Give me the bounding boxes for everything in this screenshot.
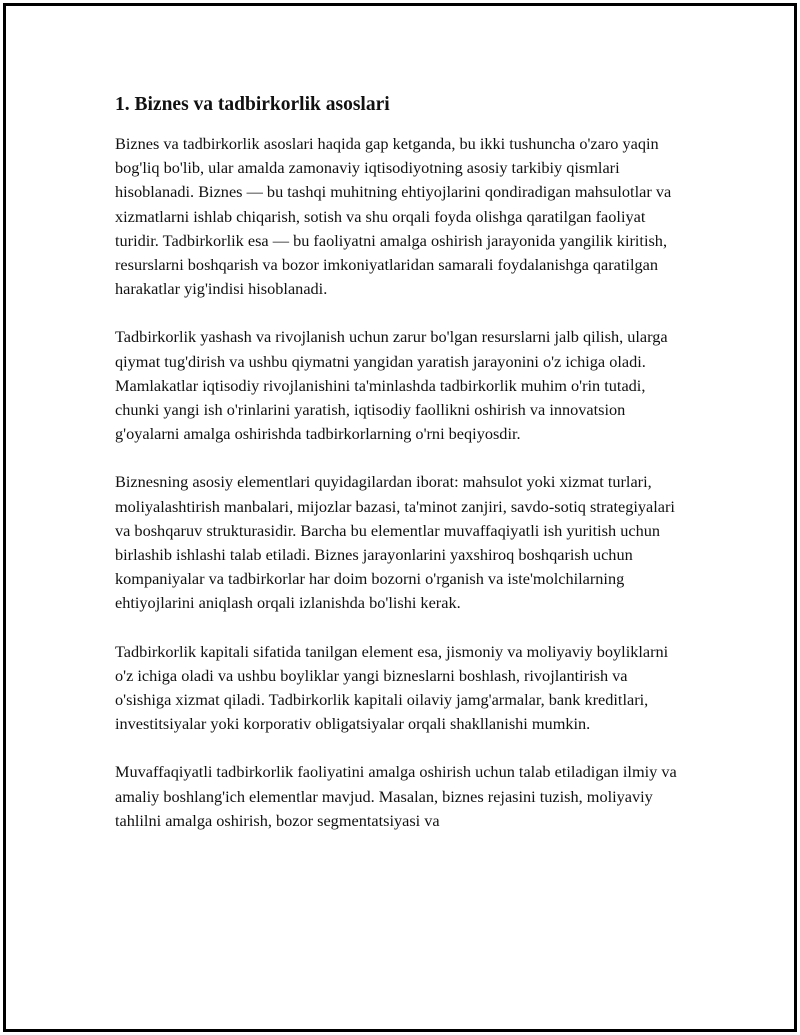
paragraph-success-factors: Muvaffaqiyatli tadbirkorlik faoliyatini amalga oshirish uchun talab etiladigan ilmiy va amaliy boshlang'ich elementlar mavjud. Masalan, biznes rejasini tuzish, moliyaviy tahlilni amalga oshirish, bozor segmentatsiyasi va	[115, 762, 677, 830]
document-body	[115, 92, 685, 857]
paragraph-capital: Tadbirkorlik kapitali sifatida tanilgan element esa, jismoniy va moliyaviy boyliklarni o'z ichiga oladi va ushbu boyliklar yangi bizneslarni boshlash, rivojlantirish va o'sishiga xizmat qiladi. Tadbirkorlik kapitali oilaviy jamg'armalar, bank kreditlari, investitsiyalar yoki korporativ obligatsiyalar orqali shakllanishi mumkin.	[115, 641, 669, 734]
paragraph-business-elements: Biznesning asosiy elementlari quyidagilardan iborat: mahsulot yoki xizmat turlari, moliyalashtirish manbalari, mijozlar bazasi, ta'minot zanjiri, savdo-sotiq strategiyalari va boshqaruv strukturasidir. Barcha bu elementlar muvaffaqiyatli ish yuritish uchun birlashib ishlashi talab etiladi. Biznes jarayonlarini yaxshiroq boshqarish uchun kompaniyalar va tadbirkorlar har doim bozorni o'rganish va iste'molchilarning ehtiyojlarini aniqlash orqali izlanishda bo'lishi kerak.	[115, 472, 675, 613]
section-heading: 1. Biznes va tadbirkorlik asoslari	[115, 94, 390, 115]
paragraph-intro: Biznes va tadbirkorlik asoslari haqida gap ketganda, bu ikki tushuncha o'zaro yaqin bog'liq bo'lib, ular amalda zamonaviy iqtisodiyotning asosiy tarkibiy qismlari hisoblanadi. Biznes — bu tashqi muhitning ehtiyojlarini qondiradigan mahsulotlar va xizmatlarni ishlab chiqarish, sotish va shu orqali foyda olishga qaratilgan faoliyat turidir. Tadbirkorlik esa — bu faoliyatni amalga oshirish jarayonida yangilik kiritish, resurslarni boshqarish va bozor imkoniyatlaridan samarali foydalanishga qaratilgan harakatlar yig'indisi hisoblanadi.	[115, 134, 672, 299]
paragraph-entrepreneurship: Tadbirkorlik yashash va rivojlanish uchun zarur bo'lgan resurslarni jalb qilish, ularga qiymat tug'dirish va ushbu qiymatni yangidan yaratish jarayonini o'z ichiga oladi. Mamlakatlar iqtisodiy rivojlanishini ta'minlashda tadbirkorlik muhim o'rin tutadi, chunki yangi ish o'rinlarini yaratish, iqtisodiy faollikni oshirish va innovatsion g'oyalarni amalga oshirishda tadbirkorlarning o'rni beqiyosdir.	[115, 327, 668, 444]
